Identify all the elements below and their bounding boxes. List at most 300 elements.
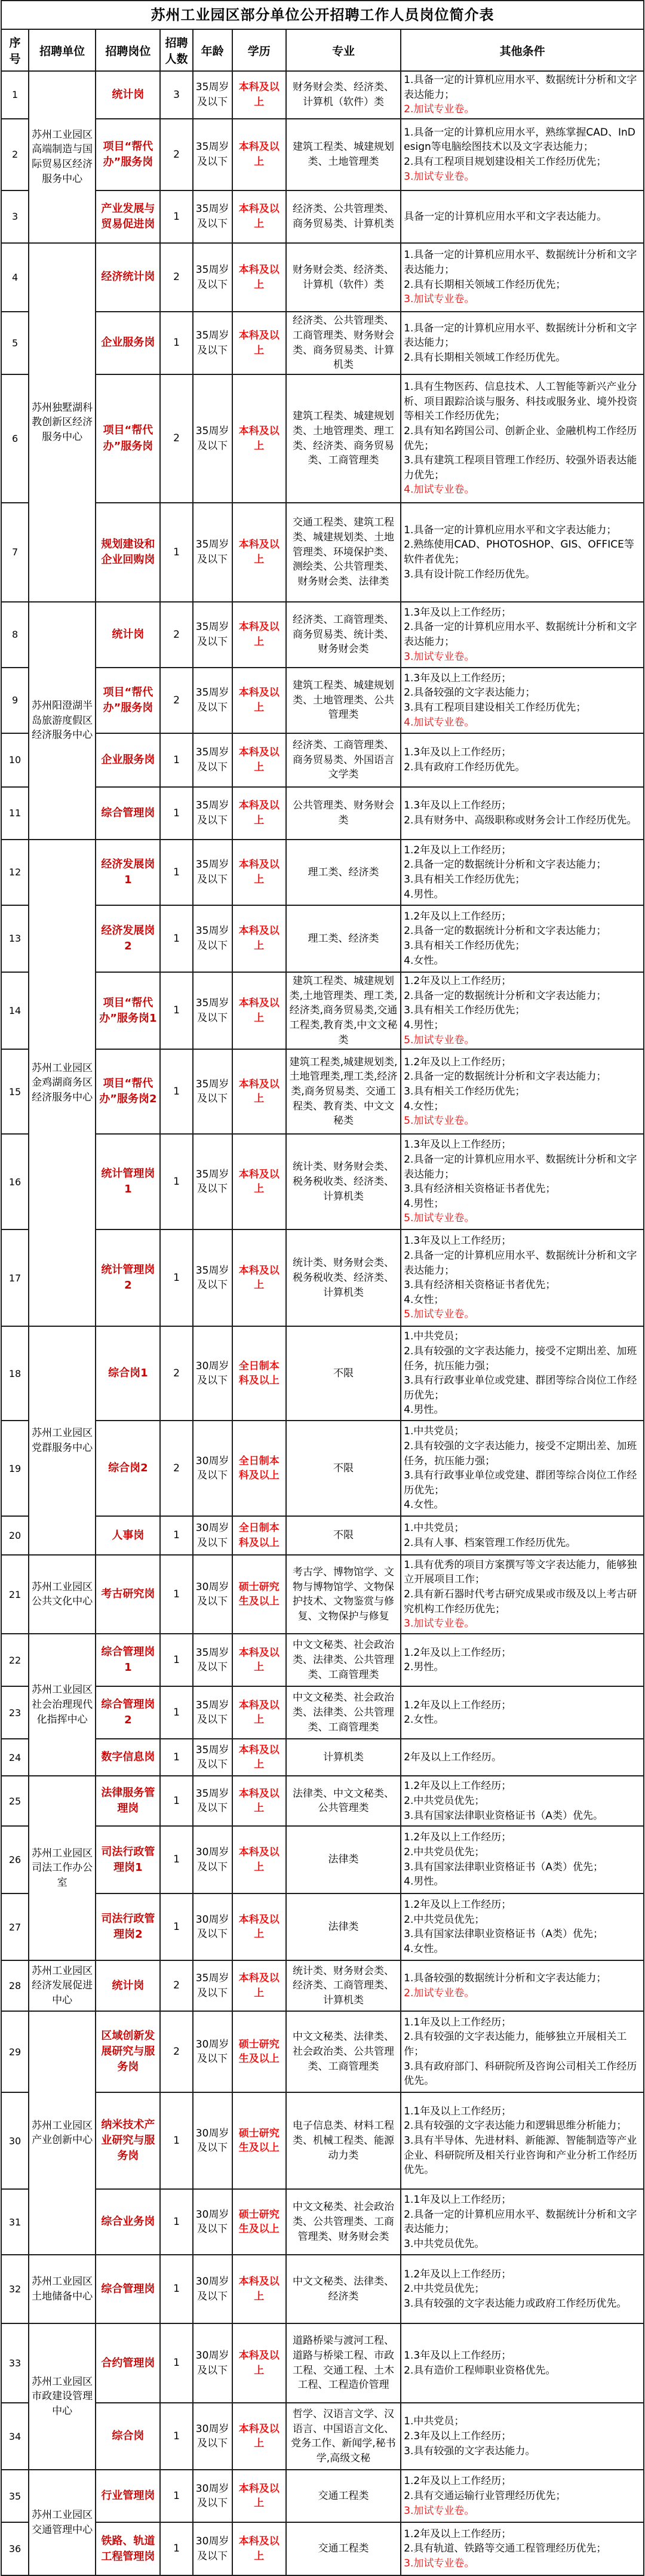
condition-line-red: 3.加试专业卷。 <box>404 293 475 306</box>
cell-position: 项目“帮代办”服务岗2 <box>96 1049 160 1134</box>
cell-conditions <box>401 1776 644 1826</box>
table-row <box>1 2255 644 2323</box>
cell-index: 5 <box>1 312 29 374</box>
cell-major: 中文文秘类、法律类、经济类 <box>286 2255 401 2323</box>
cell-major: 中文文秘类、社会政治类、公共管理类、工商管理类、财务财会类 <box>286 2189 401 2255</box>
cell-major: 建筑工程类、城建规划类,土地管理类、理工类,经济类,商务贸易类,交通工程类,教育类,中文文秘类 <box>286 972 401 1049</box>
condition-line: 1.2年及以上工作经历； <box>404 1898 512 1911</box>
cell-count: 2 <box>160 119 192 190</box>
condition-line: 2.具备一定的数据统计分析和文字表达能力； <box>404 859 607 871</box>
cell-count: 2 <box>160 602 192 668</box>
cell-major: 理工类、经济类 <box>286 840 401 905</box>
cell-position: 经济统计岗 <box>96 243 160 312</box>
cell-conditions <box>401 2255 644 2323</box>
condition-line: 3.具有国家法律职业资格证书（A类）优先； <box>404 1861 604 1873</box>
cell-position: 统计岗 <box>96 1960 160 2011</box>
cell-conditions <box>401 1555 644 1634</box>
cell-position: 综合岗2 <box>96 1421 160 1516</box>
cell-age: 35周岁及以下 <box>193 1776 232 1826</box>
condition-line-red: 3.加试专业卷。 <box>404 2504 475 2517</box>
cell-index: 13 <box>1 905 29 972</box>
cell-count: 2 <box>160 1421 192 1516</box>
cell-position: 合约管理岗 <box>96 2323 160 2403</box>
cell-age: 35周岁及以下 <box>193 312 232 374</box>
cell-position: 综合管理岗1 <box>96 1634 160 1686</box>
condition-line: 4.女性； <box>404 1100 444 1112</box>
cell-education: 全日制本科及以上 <box>232 1516 286 1555</box>
cell-index: 21 <box>1 1555 29 1634</box>
cell-count: 1 <box>160 787 192 840</box>
cell-conditions <box>401 2470 644 2522</box>
cell-conditions <box>401 905 644 972</box>
cell-major: 道路桥梁与渡河工程、道路与桥梁工程、市政工程、交通工程、土木工程、工程造价管理 <box>286 2323 401 2403</box>
cell-index: 19 <box>1 1421 29 1516</box>
condition-line: 1.2年及以上工作经历； <box>404 1646 512 1659</box>
cell-major: 理工类、经济类 <box>286 905 401 972</box>
table-row <box>1 190 644 243</box>
cell-conditions <box>401 1739 644 1776</box>
cell-conditions <box>401 71 644 119</box>
condition-line: 4.男性； <box>404 1197 444 1210</box>
cell-count: 2 <box>160 243 192 312</box>
cell-index: 1 <box>1 71 29 119</box>
condition-line: 2.中共党员优先； <box>404 2283 485 2295</box>
cell-age: 30周岁及以下 <box>193 1893 232 1960</box>
condition-line: 3.具有国家法律职业资格证书（A类）优先。 <box>404 1809 604 1822</box>
cell-index: 3 <box>1 190 29 243</box>
condition-line-red: 2.加试专业卷。 <box>404 103 475 116</box>
table-row <box>1 1134 644 1229</box>
table-row <box>1 2323 644 2403</box>
cell-count: 1 <box>160 2255 192 2323</box>
cell-conditions <box>401 972 644 1049</box>
cell-count: 2 <box>160 1326 192 1421</box>
condition-line: 1.2年及以上工作经历； <box>404 1699 512 1711</box>
condition-line: 1.2年及以上工作经历； <box>404 2268 512 2280</box>
table-row <box>1 1516 644 1555</box>
page-title: 苏州工业园区部分单位公开招聘工作人员岗位简介表 <box>1 1 644 29</box>
cell-major: 统计类、财务财会类、经济类、工商管理类、计算机类 <box>286 1960 401 2011</box>
table-row <box>1 787 644 840</box>
cell-age: 30周岁及以下 <box>193 2189 232 2255</box>
cell-age: 30周岁及以下 <box>193 2323 232 2403</box>
cell-index: 22 <box>1 1634 29 1686</box>
cell-count: 1 <box>160 2522 192 2575</box>
condition-line: 4.女性。 <box>404 954 444 967</box>
cell-index: 6 <box>1 374 29 503</box>
cell-major: 统计类、财务财会类、税务税收类、经济类、计算机类 <box>286 1134 401 1229</box>
condition-line: 1.3年及以上工作经历； <box>404 800 512 812</box>
cell-education: 本科及以上 <box>232 243 286 312</box>
condition-line: 1.中共党员； <box>404 2415 465 2428</box>
cell-unit: 苏州工业园区高端制造与国际贸易区经济服务中心 <box>29 71 96 243</box>
cell-age: 35周岁及以下 <box>193 503 232 602</box>
cell-count: 1 <box>160 1776 192 1826</box>
condition-line: 2.具有较强的文字表达能力，接受不定期出差、加班任务，抗压能力强； <box>404 1440 637 1467</box>
cell-conditions <box>401 668 644 733</box>
condition-line: 具备一定的计算机应用水平和文字表达能力。 <box>404 210 607 223</box>
cell-conditions <box>401 787 644 840</box>
condition-line: 3.具有行政事业单位或党建、群团等综合岗位工作经历优先； <box>404 1375 637 1401</box>
cell-age: 35周岁及以下 <box>193 602 232 668</box>
condition-line: 1.2年及以上工作经历； <box>404 1831 512 1844</box>
cell-conditions <box>401 1421 644 1516</box>
cell-index: 28 <box>1 1960 29 2011</box>
cell-major: 统计类、财务财会类、税务税收类、经济类、计算机类 <box>286 1229 401 1326</box>
cell-conditions <box>401 2323 644 2403</box>
cell-age: 30周岁及以下 <box>193 2470 232 2522</box>
cell-major: 建筑工程类、城建规划类、土地管理类、理工类、经济类、商务贸易类、工商管理类 <box>286 374 401 503</box>
col-header-education: 学历 <box>232 29 286 71</box>
cell-count: 2 <box>160 1960 192 2011</box>
condition-line: 2.具备一定的计算机应用水平、数据统计分析和文字表达能力； <box>404 1153 637 1181</box>
cell-count: 1 <box>160 2092 192 2189</box>
cell-position: 统计管理岗1 <box>96 1134 160 1229</box>
condition-line: 1.2年及以上工作经历； <box>404 975 512 987</box>
condition-line: 3.具有设计院工作经历优先。 <box>404 568 536 580</box>
condition-line-red: 5.加试专业卷。 <box>404 1308 475 1321</box>
condition-line: 2.具备较强的文字表达能力； <box>404 687 536 699</box>
condition-line: 1.2年及以上工作经历； <box>404 2475 512 2488</box>
cell-position: 统计岗 <box>96 71 160 119</box>
cell-education: 本科及以上 <box>232 733 286 787</box>
table-row <box>1 1421 644 1516</box>
condition-line: 3.具有相关工作经历优先； <box>404 940 526 952</box>
cell-count: 1 <box>160 312 192 374</box>
table-row <box>1 2470 644 2522</box>
col-header-conditions: 其他条件 <box>401 29 644 71</box>
cell-unit: 苏州工业园区金鸡湖商务区经济服务中心 <box>29 840 96 1326</box>
cell-unit: 苏州工业园区市政建设管理中心 <box>29 2323 96 2470</box>
cell-age: 30周岁及以下 <box>193 1826 232 1893</box>
cell-education: 本科及以上 <box>232 1686 286 1739</box>
condition-line: 1.具备一定的计算机应用水平和文字表达能力； <box>404 524 617 536</box>
cell-position: 统计岗 <box>96 602 160 668</box>
cell-education: 本科及以上 <box>232 1049 286 1134</box>
condition-line: 3.中共党员优先。 <box>404 2237 485 2250</box>
cell-position: 项目“帮代办”服务岗 <box>96 119 160 190</box>
cell-position: 考古研究岗 <box>96 1555 160 1634</box>
condition-line: 3.具有经济相关资格证书者优先； <box>404 1183 556 1195</box>
cell-age: 30周岁及以下 <box>193 2255 232 2323</box>
condition-line: 1.1年及以上工作经历； <box>404 2016 512 2028</box>
table-row <box>1 1229 644 1326</box>
cell-age: 35周岁及以下 <box>193 374 232 503</box>
cell-education: 本科及以上 <box>232 119 286 190</box>
cell-count: 1 <box>160 503 192 602</box>
cell-age: 35周岁及以下 <box>193 71 232 119</box>
table-row <box>1 972 644 1049</box>
cell-age: 30周岁及以下 <box>193 2522 232 2575</box>
cell-major: 电子信息类、材料工程类、机械工程类、能源动力类 <box>286 2092 401 2189</box>
condition-line: 2.具有交通运输行业管理经历优先； <box>404 2489 566 2502</box>
cell-conditions <box>401 1960 644 2011</box>
cell-conditions <box>401 312 644 374</box>
cell-age: 35周岁及以下 <box>193 733 232 787</box>
condition-line-red: 3.加试专业卷。 <box>404 650 475 663</box>
condition-line-red: 5.加试专业卷。 <box>404 1115 475 1127</box>
condition-line: 4.男性； <box>404 1019 444 1031</box>
condition-line: 2.具有较强的文字表达能力，接受不定期出差、加班任务，抗压能力强； <box>404 1345 637 1372</box>
condition-line: 2.具有长期相关领域工作经历优先。 <box>404 351 566 364</box>
table-row <box>1 2403 644 2470</box>
cell-conditions <box>401 2403 644 2470</box>
cell-major: 建筑工程类、城建规划类、土地管理类、公共管理类 <box>286 668 401 733</box>
condition-line: 2.具有财务中、高级职称或财务会计工作经历优先。 <box>404 814 637 826</box>
cell-conditions <box>401 733 644 787</box>
cell-index: 11 <box>1 787 29 840</box>
condition-line-red: 3.加试专业卷。 <box>404 1618 475 1630</box>
cell-education: 本科及以上 <box>232 905 286 972</box>
cell-index: 12 <box>1 840 29 905</box>
condition-line: 1.3年及以上工作经历； <box>404 1139 512 1151</box>
condition-line: 2.女性。 <box>404 1714 444 1726</box>
cell-age: 35周岁及以下 <box>193 119 232 190</box>
table-row <box>1 602 644 668</box>
cell-count: 1 <box>160 190 192 243</box>
table-row <box>1 374 644 503</box>
cell-count: 1 <box>160 972 192 1049</box>
col-header-no: 序号 <box>1 29 29 71</box>
cell-unit: 苏州工业园区党群服务中心 <box>29 1326 96 1555</box>
table-row <box>1 119 644 190</box>
cell-count: 1 <box>160 2403 192 2470</box>
condition-line: 2.具有人事、档案管理工作经历优先。 <box>404 1536 576 1549</box>
condition-line: 3.具有工程项目建设相关工作经历优先； <box>404 702 586 714</box>
col-header-major: 专业 <box>286 29 401 71</box>
cell-index: 14 <box>1 972 29 1049</box>
cell-unit: 苏州独墅湖科教创新区经济服务中心 <box>29 243 96 602</box>
condition-line: 2.具有长期相关领域工作经历优先； <box>404 278 566 291</box>
cell-education: 本科及以上 <box>232 312 286 374</box>
condition-line: 2.具备一定的数据统计分析和文字表达能力； <box>404 989 607 1002</box>
table-row <box>1 243 644 312</box>
cell-major: 中文文秘类、社会政治类、法律类、公共管理类、工商管理类 <box>286 1634 401 1686</box>
cell-count: 1 <box>160 1826 192 1893</box>
cell-education: 本科及以上 <box>232 2323 286 2403</box>
condition-line: 3.具有相关工作经历优先； <box>404 874 526 886</box>
cell-position: 数字信息岗 <box>96 1739 160 1776</box>
cell-major: 不限 <box>286 1326 401 1421</box>
cell-age: 30周岁及以下 <box>193 1555 232 1634</box>
condition-line: 2.具备一定的计算机应用水平、数据统计分析和文字表达能力； <box>404 2208 637 2236</box>
cell-conditions <box>401 2189 644 2255</box>
cell-education: 全日制本科及以上 <box>232 1421 286 1516</box>
cell-major: 交通工程类 <box>286 2470 401 2522</box>
condition-line-red: 4.加试专业卷。 <box>404 484 475 496</box>
cell-index: 4 <box>1 243 29 312</box>
cell-index: 32 <box>1 2255 29 2323</box>
table-row <box>1 1686 644 1739</box>
cell-education: 本科及以上 <box>232 1134 286 1229</box>
cell-count: 1 <box>160 1134 192 1229</box>
condition-line-red: 2.加试专业卷。 <box>404 1987 475 1999</box>
cell-conditions <box>401 1686 644 1739</box>
cell-major: 经济类、公共管理类、商务贸易类、计算机类 <box>286 190 401 243</box>
cell-position: 综合岗 <box>96 2403 160 2470</box>
condition-line: 3.具有国家法律职业资格证书（A类）优先； <box>404 1928 604 1941</box>
cell-age: 30周岁及以下 <box>193 1421 232 1516</box>
condition-line: 1.1年及以上工作经历； <box>404 2193 512 2206</box>
cell-major: 财务财会类、经济类、计算机（软件）类 <box>286 243 401 312</box>
cell-count: 1 <box>160 2323 192 2403</box>
condition-line: 2.具备一定的数据统计分析和文字表达能力； <box>404 1071 607 1083</box>
cell-major: 建筑工程类,城建规划类,土地管理类,理工类,经济类,商务贸易类、交通工程类、教育类、中文文秘类 <box>286 1049 401 1134</box>
cell-unit: 苏州工业园区产业创新中心 <box>29 2011 96 2255</box>
condition-line: 1.具备一定的计算机应用水平、数据统计分析和文字表达能力； <box>404 249 637 276</box>
cell-education: 本科及以上 <box>232 190 286 243</box>
cell-conditions <box>401 374 644 503</box>
cell-position: 项目“帮代办”服务岗1 <box>96 972 160 1049</box>
cell-education: 本科及以上 <box>232 787 286 840</box>
cell-age: 35周岁及以下 <box>193 1739 232 1776</box>
cell-position: 综合管理岗 <box>96 2255 160 2323</box>
condition-line: 1.2年及以上工作经历； <box>404 1056 512 1068</box>
table-row <box>1 1326 644 1421</box>
table-row <box>1 2522 644 2575</box>
table-row <box>1 503 644 602</box>
cell-index: 18 <box>1 1326 29 1421</box>
condition-line: 3.具有较强的文字表达能力或政府工作经历优先。 <box>404 2298 627 2310</box>
cell-education: 本科及以上 <box>232 1826 286 1893</box>
cell-unit: 苏州阳澄湖半岛旅游度假区经济服务中心 <box>29 602 96 840</box>
cell-index: 20 <box>1 1516 29 1555</box>
cell-index: 9 <box>1 668 29 733</box>
cell-index: 25 <box>1 1776 29 1826</box>
cell-major: 交通工程类、建筑工程类、城建规划类、土地管理类、环境保护类、测绘类、公共管理类、财务财会类、法律类 <box>286 503 401 602</box>
cell-position: 经济发展岗2 <box>96 905 160 972</box>
condition-line: 1.具备一定的计算机应用水平、数据统计分析和文字表达能力； <box>404 322 637 349</box>
condition-line: 1.3年及以上工作经历； <box>404 606 512 619</box>
cell-position: 企业服务岗 <box>96 733 160 787</box>
cell-position: 综合管理岗 <box>96 787 160 840</box>
condition-line: 2.具备一定的数据统计分析和文字表达能力； <box>404 925 607 937</box>
cell-education: 本科及以上 <box>232 71 286 119</box>
cell-education: 硕士研究生及以上 <box>232 2092 286 2189</box>
table-row <box>1 1555 644 1634</box>
cell-index: 17 <box>1 1229 29 1326</box>
cell-position: 司法行政管理岗1 <box>96 1826 160 1893</box>
cell-unit: 苏州工业园区土地储备中心 <box>29 2255 96 2323</box>
cell-age: 35周岁及以下 <box>193 1686 232 1739</box>
cell-age: 30周岁及以下 <box>193 1516 232 1555</box>
cell-count: 1 <box>160 1555 192 1634</box>
condition-line: 3.具有相关工作经历优先； <box>404 1004 526 1017</box>
condition-line: 1.3年及以上工作经历； <box>404 1235 512 1247</box>
condition-line: 1.2年及以上工作经历； <box>404 1780 512 1793</box>
cell-index: 8 <box>1 602 29 668</box>
condition-line: 2.具有造价工程师职业资格优先。 <box>404 2364 556 2377</box>
cell-conditions <box>401 1326 644 1421</box>
table-row <box>1 1893 644 1960</box>
cell-conditions <box>401 119 644 190</box>
cell-major: 中文文秘类、社会政治类、法律类、公共管理类、工商管理类 <box>286 1686 401 1739</box>
cell-position: 纳米技术产业研究与服务岗 <box>96 2092 160 2189</box>
cell-education: 本科及以上 <box>232 1229 286 1326</box>
table-body <box>1 71 644 2575</box>
cell-count: 1 <box>160 1516 192 1555</box>
condition-line: 2.具有新石器时代考古研究成果或市级及以上考古研究机构工作经历优先； <box>404 1588 637 1615</box>
cell-conditions <box>401 1049 644 1134</box>
cell-count: 1 <box>160 840 192 905</box>
col-header-age: 年龄 <box>193 29 232 71</box>
cell-conditions <box>401 2011 644 2092</box>
cell-position: 经济发展岗1 <box>96 840 160 905</box>
col-header-position: 招聘岗位 <box>96 29 160 71</box>
table-row <box>1 1826 644 1893</box>
cell-age: 30周岁及以下 <box>193 2011 232 2092</box>
condition-line: 4.女性； <box>404 1293 444 1306</box>
cell-age: 30周岁及以下 <box>193 2092 232 2189</box>
condition-line: 1.3年及以上工作经历； <box>404 2350 512 2362</box>
cell-age: 35周岁及以下 <box>193 243 232 312</box>
condition-line: 1.1年及以上工作经历； <box>404 2105 512 2117</box>
cell-education: 全日制本科及以上 <box>232 1326 286 1421</box>
condition-line: 4.男性。 <box>404 1404 444 1416</box>
cell-position: 规划建设和企业回购岗 <box>96 503 160 602</box>
cell-count: 1 <box>160 1229 192 1326</box>
cell-education: 本科及以上 <box>232 503 286 602</box>
cell-major: 交通工程类 <box>286 2522 401 2575</box>
cell-education: 硕士研究生及以上 <box>232 1555 286 1634</box>
cell-age: 35周岁及以下 <box>193 1049 232 1134</box>
condition-line: 1.具有优秀的项目方案撰写等文字表达能力，能够独立开展项目工作； <box>404 1558 637 1586</box>
table-row <box>1 2011 644 2092</box>
cell-education: 本科及以上 <box>232 602 286 668</box>
recruitment-table <box>1 0 644 2576</box>
cell-age: 30周岁及以下 <box>193 1326 232 1421</box>
cell-count: 1 <box>160 1634 192 1686</box>
cell-major: 法律类、中文文秘类、公共管理类 <box>286 1776 401 1826</box>
cell-age: 35周岁及以下 <box>193 972 232 1049</box>
condition-line: 2.3年及以上工作经历； <box>404 2430 512 2442</box>
cell-conditions <box>401 1893 644 1960</box>
cell-major: 法律类 <box>286 1826 401 1893</box>
cell-major: 不限 <box>286 1421 401 1516</box>
condition-line-red: 3.加试专业卷。 <box>404 170 475 183</box>
cell-education: 本科及以上 <box>232 1893 286 1960</box>
cell-index: 29 <box>1 2011 29 2092</box>
cell-education: 本科及以上 <box>232 668 286 733</box>
cell-unit: 苏州工业园区交通管理中心 <box>29 2470 96 2575</box>
condition-line: 1.具备较强的数据统计分析和文字表达能力； <box>404 1972 607 1985</box>
cell-position: 人事岗 <box>96 1516 160 1555</box>
cell-major: 不限 <box>286 1516 401 1555</box>
cell-unit: 苏州工业园区社会治理现代化指挥中心 <box>29 1634 96 1776</box>
condition-line: 3.具有较强的文字表达能力。 <box>404 2445 536 2457</box>
condition-line: 1.3年及以上工作经历； <box>404 672 512 684</box>
cell-major: 经济类、公共管理类、工商管理类、财务财会类、商务贸易类、计算机类 <box>286 312 401 374</box>
cell-conditions <box>401 2522 644 2575</box>
condition-line: 2.具备一定的计算机应用水平、数据统计分析和文字表达能力； <box>404 621 637 648</box>
cell-position: 综合业务岗 <box>96 2189 160 2255</box>
condition-line: 3.具有政府部门、科研院所及咨询公司相关工作经历优先。 <box>404 2060 637 2088</box>
table-row <box>1 1634 644 1686</box>
cell-index: 34 <box>1 2403 29 2470</box>
cell-count: 2 <box>160 668 192 733</box>
cell-index: 16 <box>1 1134 29 1229</box>
cell-age: 35周岁及以下 <box>193 787 232 840</box>
cell-age: 35周岁及以下 <box>193 668 232 733</box>
cell-index: 26 <box>1 1826 29 1893</box>
condition-line: 1.具有生物医药、信息技术、人工智能等新兴产业分析、项目跟踪洽谈与服务、科技或服务业、境外投资等相关工作经历优先； <box>404 380 638 423</box>
cell-education: 本科及以上 <box>232 2403 286 2470</box>
cell-count: 1 <box>160 2189 192 2255</box>
condition-line: 2.中共党员优先； <box>404 1794 485 1807</box>
cell-conditions <box>401 243 644 312</box>
condition-line: 4.男性。 <box>404 1876 444 1888</box>
cell-age: 30周岁及以下 <box>193 2403 232 2470</box>
